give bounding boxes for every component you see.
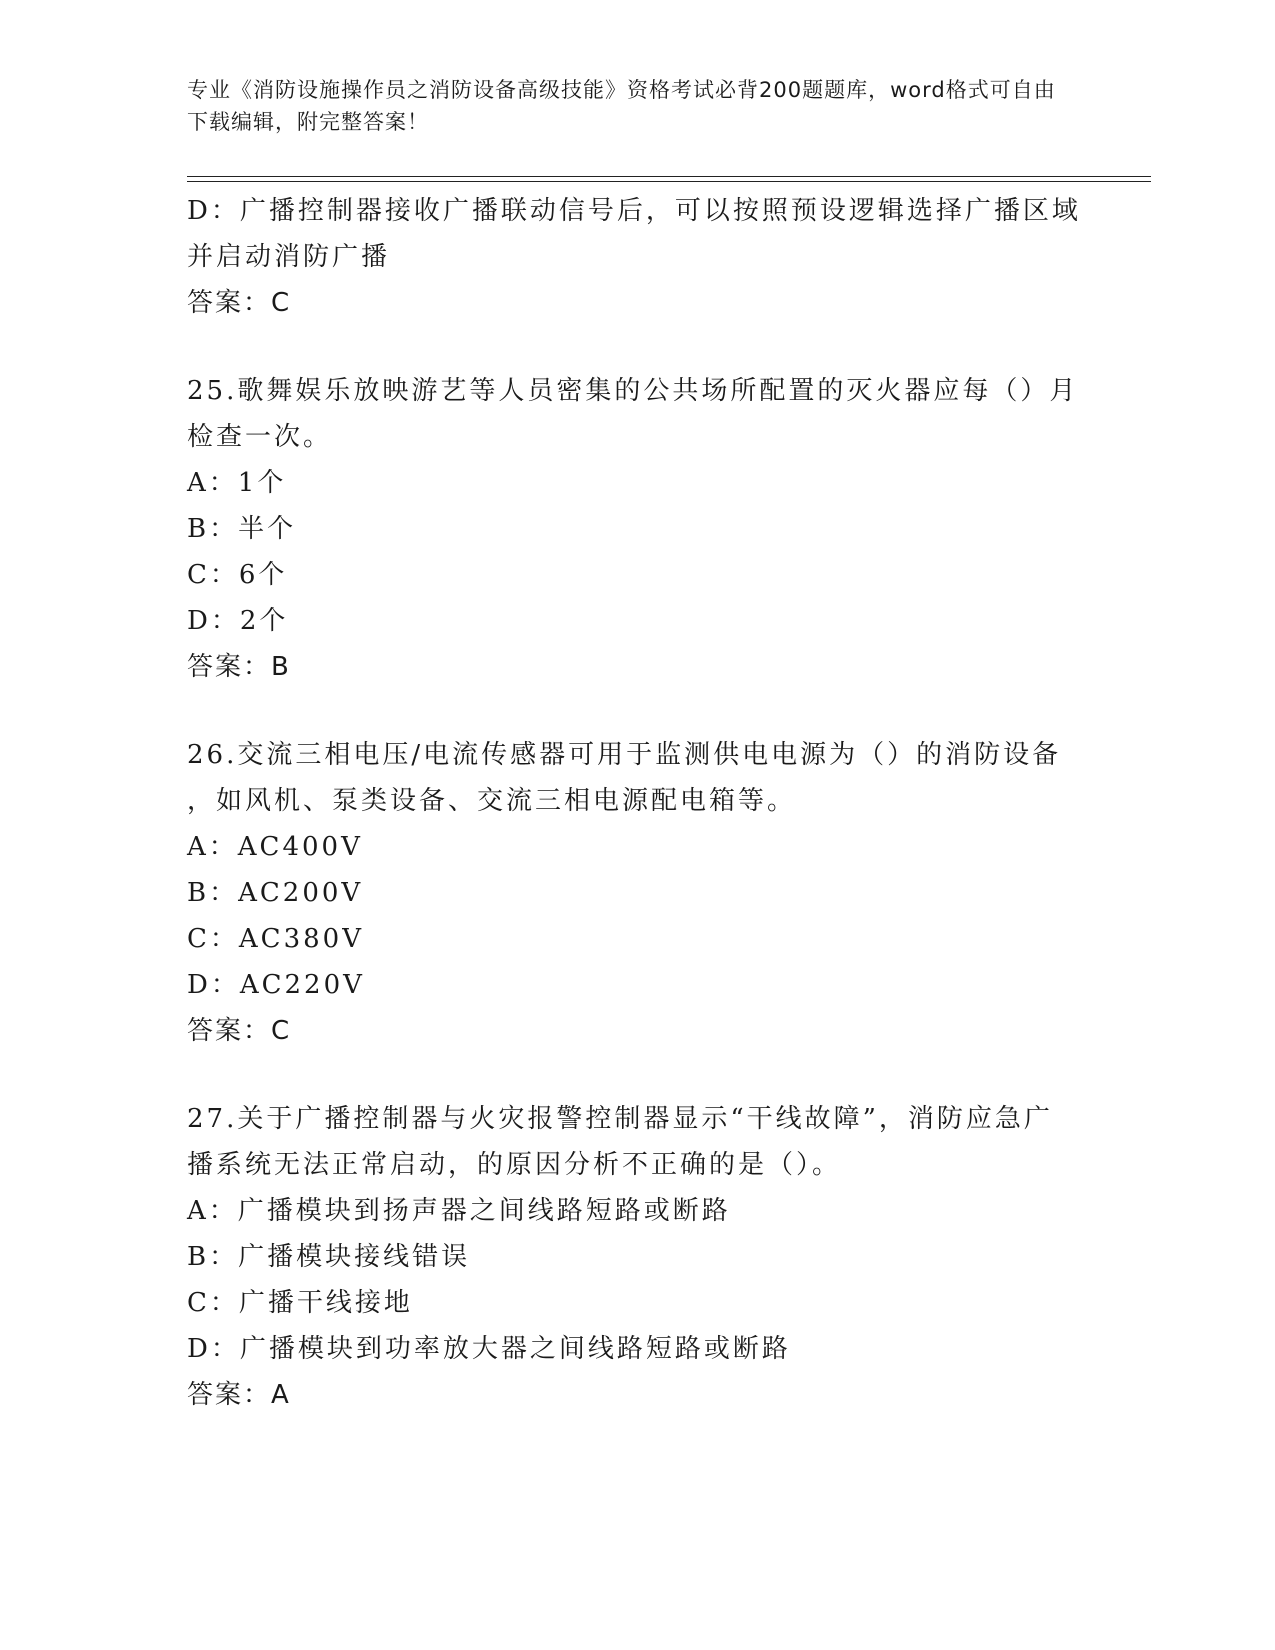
answer-line: 答案：C <box>187 288 292 318</box>
answer-line: 答案：A <box>187 1380 291 1410</box>
answer-line: 答案：C <box>187 1016 292 1046</box>
option-a: A：1个 <box>187 468 287 498</box>
answer-line: 答案：B <box>187 652 291 682</box>
question-24-continuation <box>187 188 1087 326</box>
question-27 <box>187 1096 1087 1418</box>
question-26 <box>187 732 1087 1054</box>
question-stem-line1: 26.交流三相电压/电流传感器可用于监测供电电源为（）的消防设备 <box>187 740 1062 770</box>
option-b: B：半个 <box>187 514 297 544</box>
option-c: C：6个 <box>187 560 288 590</box>
option-a: A：广播模块到扬声器之间线路短路或断路 <box>187 1196 731 1226</box>
option-b: B：AC200V <box>187 878 364 908</box>
option-d-line1: D：广播控制器接收广播联动信号后，可以按照预设逻辑选择广播区域 <box>187 196 1081 226</box>
question-stem-line2: 播系统无法正常启动，的原因分析不正确的是（）。 <box>187 1150 842 1180</box>
option-c: C：AC380V <box>187 924 364 954</box>
header-divider-bottom <box>187 181 1151 182</box>
question-25 <box>187 368 1087 690</box>
option-d-line2: 并启动消防广播 <box>187 242 391 272</box>
question-stem-line2: 检查一次。 <box>187 422 333 452</box>
question-stem-line1: 25.歌舞娱乐放映游艺等人员密集的公共场所配置的灭火器应每（）月 <box>187 376 1079 406</box>
header-divider-top <box>187 176 1151 177</box>
option-d: D：2个 <box>187 606 289 636</box>
option-a: A：AC400V <box>187 832 363 862</box>
option-c: C：广播干线接地 <box>187 1288 413 1318</box>
option-b: B：广播模块接线错误 <box>187 1242 471 1272</box>
option-d: D：广播模块到功率放大器之间线路短路或断路 <box>187 1334 791 1364</box>
question-stem-line2: ，如风机、泵类设备、交流三相电源配电箱等。 <box>187 786 797 816</box>
page-content <box>187 188 1087 1418</box>
question-stem-line1: 27.关于广播控制器与火灾报警控制器显示“干线故障”，消防应急广 <box>187 1104 1053 1134</box>
option-d: D：AC220V <box>187 970 365 1000</box>
document-header: 专业《消防设施操作员之消防设备高级技能》资格考试必背200题题库，word格式可自由下载编辑，附完整答案！ <box>187 78 1056 134</box>
